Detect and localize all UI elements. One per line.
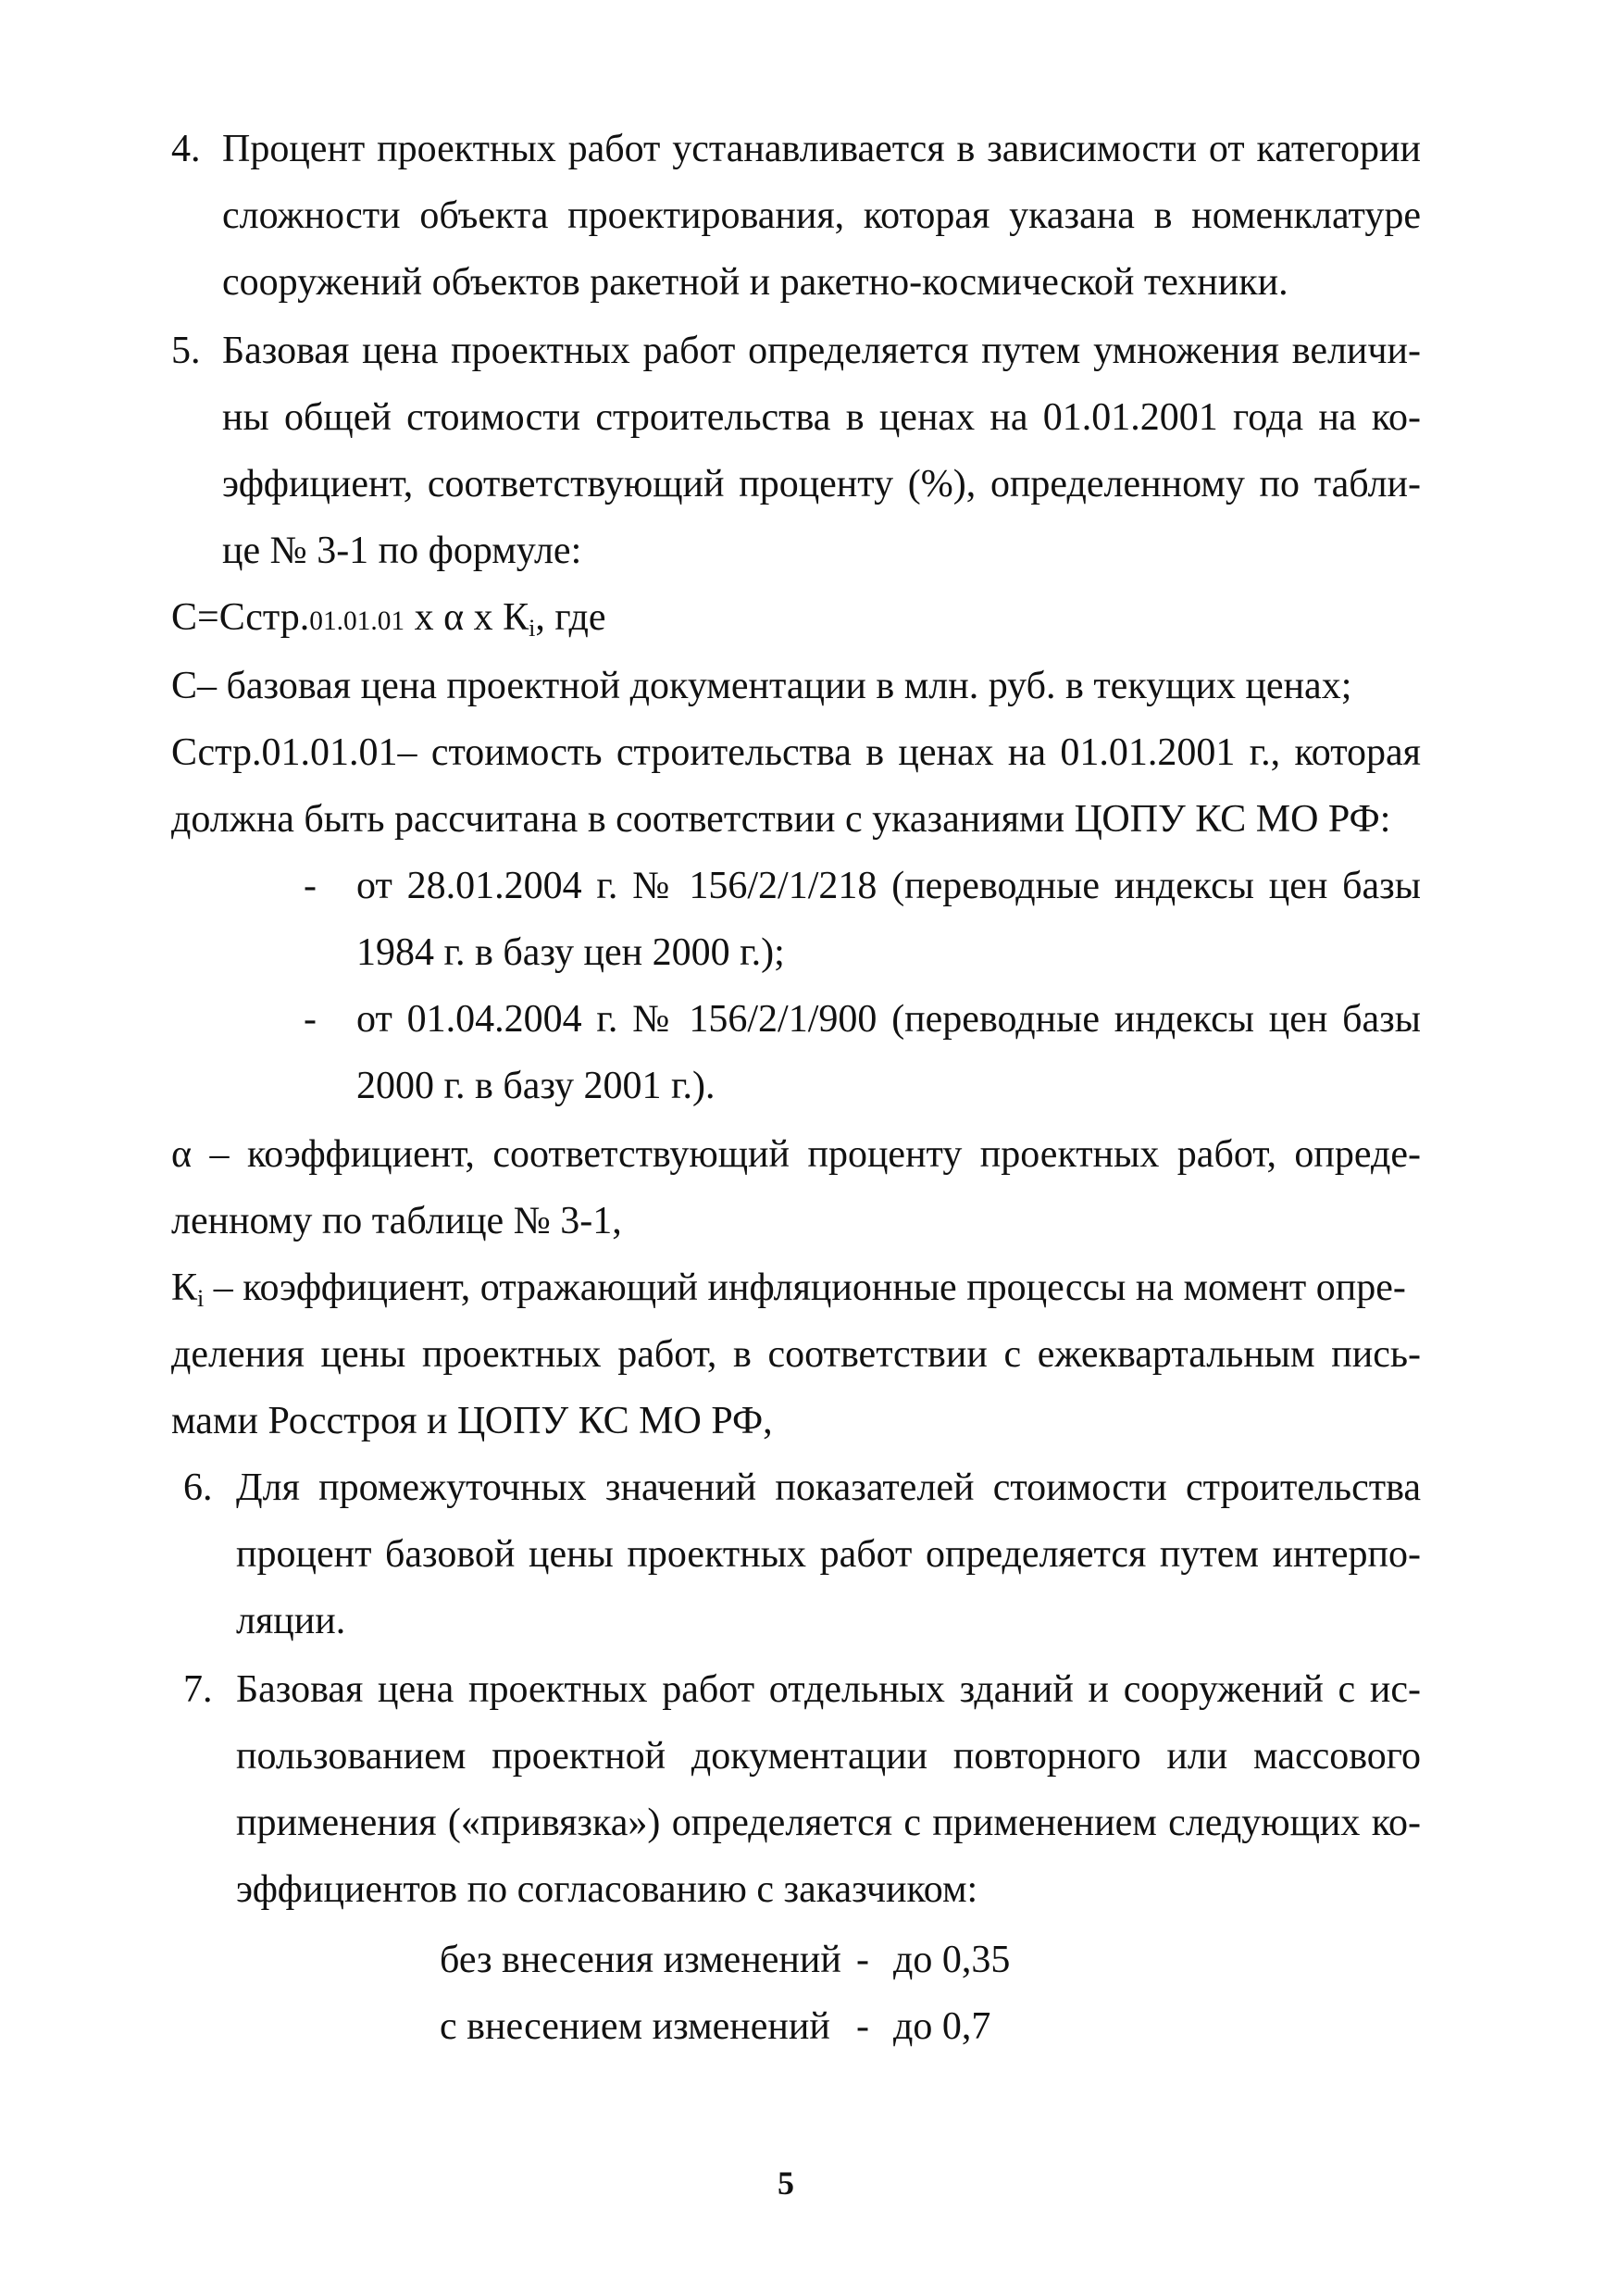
def-ki-line-2: деления цены проектных работ, в соответствии с ежеквартальным пись- bbox=[171, 1333, 1421, 1376]
coefficient-1-sep: - bbox=[856, 1939, 869, 1981]
bullet-2-dash: - bbox=[304, 998, 317, 1041]
bullet-1-line-2: 1984 г. в базу цен 2000 г.); bbox=[356, 931, 785, 974]
def-ki-line-3: мами Росстроя и ЦОПУ КС МО РФ, bbox=[171, 1400, 773, 1442]
item-7-line-4: эффициентов по согласованию с заказчиком: bbox=[236, 1868, 978, 1911]
coefficient-1-value: до 0,35 bbox=[893, 1939, 1011, 1981]
item-5-line-4: це № 3-1 по формуле: bbox=[222, 530, 582, 572]
coefficient-1-label: без внесения изменений bbox=[440, 1939, 841, 1981]
item-7-line-3: применения («привязка») определяется с применением следующих ко- bbox=[236, 1802, 1421, 1844]
item-4-line-1: Процент проектных работ устанавливается в зависимости от категории bbox=[222, 128, 1421, 170]
def-cstr-line-2: должна быть рассчитана в соответствии с указаниями ЦОПУ КС МО РФ: bbox=[171, 798, 1391, 841]
item-4-number: 4. bbox=[171, 128, 201, 170]
def-ki-prefix: К bbox=[171, 1267, 198, 1309]
bullet-1-line-1: от 28.01.2004 г. № 156/2/1/218 (переводные индексы цен базы bbox=[356, 865, 1421, 907]
def-ki-line-1-rest: – коэффициент, отражающий инфляционные процессы на момент опре- bbox=[204, 1267, 1406, 1309]
coefficient-2-sep: - bbox=[856, 2005, 869, 2048]
item-7-number: 7. bbox=[183, 1668, 213, 1711]
coefficient-2-label: с внесением изменений bbox=[440, 2005, 830, 2048]
item-5-line-3: эффициент, соответствующий проценту (%), определенному по табли- bbox=[222, 463, 1421, 505]
formula bbox=[171, 596, 606, 642]
def-alpha-line-1: α – коэффициент, соответствующий проценту проектных работ, опреде- bbox=[171, 1133, 1421, 1176]
bullet-2-line-2: 2000 г. в базу 2001 г.). bbox=[356, 1065, 716, 1107]
item-5-line-2: ны общей стоимости строительства в ценах на 01.01.2001 года на ко- bbox=[222, 396, 1421, 439]
def-alpha-line-2: ленному по таблице № 3-1, bbox=[171, 1200, 622, 1242]
item-6-number: 6. bbox=[183, 1466, 213, 1509]
bullet-2-line-1: от 01.04.2004 г. № 156/2/1/900 (переводные индексы цен базы bbox=[356, 998, 1421, 1041]
item-6-line-3: ляции. bbox=[236, 1600, 346, 1642]
item-5-number: 5. bbox=[171, 330, 201, 372]
item-4-line-3: сооружений объектов ракетной и ракетно-космической техники. bbox=[222, 261, 1288, 304]
item-7-line-2: пользованием проектной документации повторного или массового bbox=[236, 1735, 1421, 1778]
def-c-line: С– базовая цена проектной документации в млн. руб. в текущих ценах; bbox=[171, 665, 1352, 707]
page-number: 5 bbox=[778, 2165, 794, 2202]
item-6-line-2: процент базовой цены проектных работ определяется путем интерпо- bbox=[236, 1533, 1421, 1576]
formula-k-subscript: i bbox=[529, 614, 536, 642]
item-4-line-2: сложности объекта проектирования, которая указана в номенклатуре bbox=[222, 194, 1421, 237]
formula-c-prefix: С=Сстр. bbox=[171, 596, 310, 639]
def-ki-line-1 bbox=[171, 1267, 1421, 1312]
formula-c-index: 01.01.01 bbox=[309, 606, 405, 636]
def-ki-subscript: i bbox=[197, 1284, 205, 1312]
bullet-1-dash: - bbox=[304, 865, 317, 907]
formula-multiplier: x α x К bbox=[404, 596, 529, 639]
item-6-line-1: Для промежуточных значений показателей стоимости строительства bbox=[236, 1466, 1421, 1509]
coefficient-2-value: до 0,7 bbox=[893, 2005, 991, 2048]
item-5-line-1: Базовая цена проектных работ определяется путем умножения величи- bbox=[222, 330, 1421, 372]
def-cstr-line-1: Сстр.01.01.01– стоимость строительства в ценах на 01.01.2001 г., которая bbox=[171, 731, 1421, 774]
formula-tail: , где bbox=[535, 596, 606, 639]
item-7-line-1: Базовая цена проектных работ отдельных зданий и сооружений с ис- bbox=[236, 1668, 1421, 1711]
